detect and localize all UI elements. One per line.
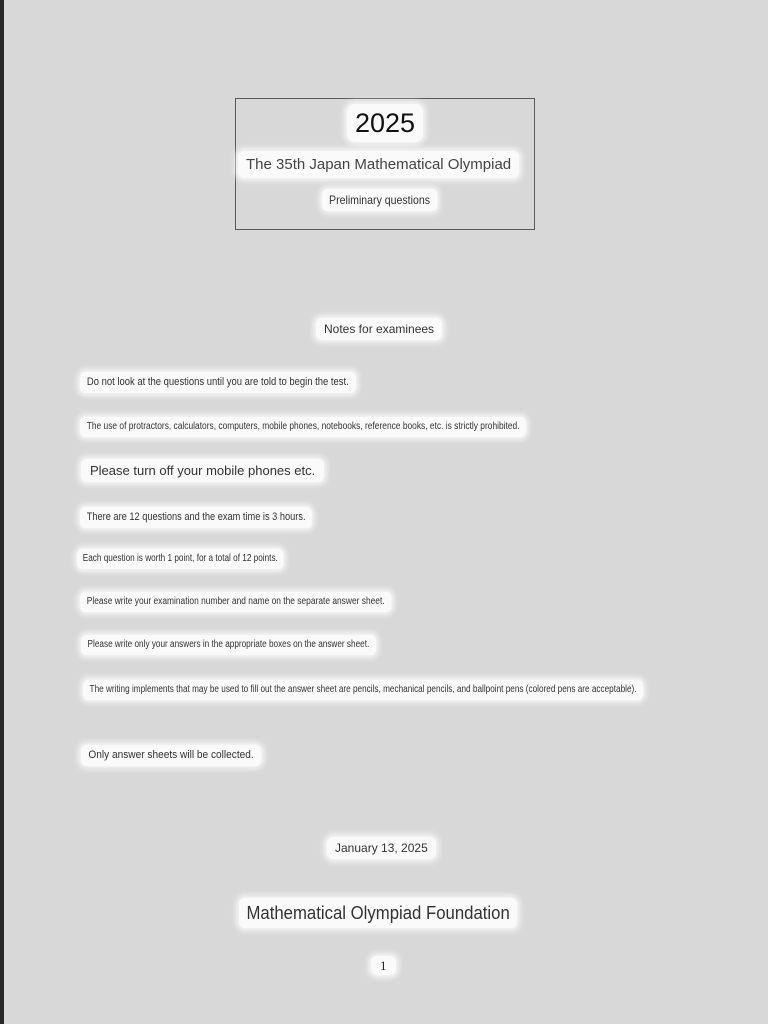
note-item: Each question is worth 1 point, for a total of 12 points. (77, 549, 284, 569)
note-item: Only answer sheets will be collected. (81, 745, 261, 766)
note-item: Do not look at the questions until you are told to begin the test. (80, 372, 356, 393)
note-item: Please write your examination number and name on the separate answer sheet. (80, 592, 391, 612)
organization-name: Mathematical Olympiad Foundation (239, 898, 517, 928)
exam-title: The 35th Japan Mathematical Olympiad (238, 151, 519, 178)
page-left-edge (0, 0, 4, 1024)
exam-date: January 13, 2025 (327, 837, 436, 859)
page-number: 1 (371, 956, 396, 975)
note-item: Please turn off your mobile phones etc. (81, 459, 324, 482)
note-item: There are 12 questions and the exam time is 3 hours. (80, 507, 312, 528)
note-item: The use of protractors, calculators, computers, mobile phones, notebooks, reference books, etc. is strictly prohibited. (80, 417, 526, 437)
exam-year: 2025 (347, 104, 423, 142)
notes-heading: Notes for examinees (316, 318, 442, 340)
exam-subtitle: Preliminary questions (322, 189, 437, 211)
note-item: The writing implements that may be used to fill out the answer sheet are pencils, mechanical pencils, and ballpoint pens (colored pens are acceptable). (83, 680, 643, 700)
note-item: Please write only your answers in the appropriate boxes on the answer sheet. (81, 635, 376, 655)
